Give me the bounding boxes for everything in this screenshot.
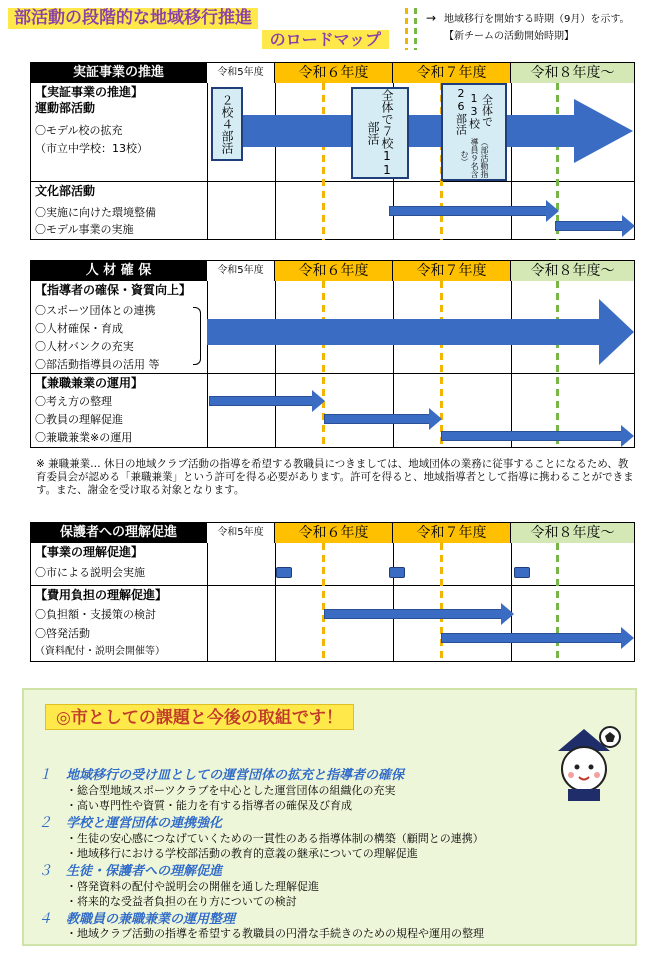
year-r8: 令和８年度～ bbox=[511, 523, 634, 543]
list-item: 〇モデル事業の実施 bbox=[35, 223, 134, 236]
column-divider bbox=[275, 543, 276, 662]
issue-number: ３ bbox=[38, 863, 52, 879]
mascot-eye-right bbox=[589, 765, 594, 770]
group-title: 【事業の理解促進】 bbox=[35, 545, 144, 559]
briefing-marker-r6 bbox=[276, 567, 292, 578]
group-title: 文化部活動 bbox=[35, 184, 96, 198]
section-title: 人 材 確 保 bbox=[31, 261, 207, 281]
culture-env-arrow bbox=[389, 200, 559, 222]
teacher-understanding-arrow bbox=[324, 408, 442, 430]
section-header-row bbox=[31, 261, 634, 281]
list-item: 〇人材バンクの充実 bbox=[35, 340, 134, 353]
column-divider bbox=[207, 543, 208, 662]
mascot-eye-left bbox=[575, 765, 580, 770]
group-title: 【費用負担の理解促進】 bbox=[35, 588, 168, 602]
issue-bullet: ・啓発資料の配付や説明会の開催を通した理解促進 bbox=[66, 880, 319, 893]
section-title: 保護者への理解促進 bbox=[31, 523, 207, 543]
list-item: 〇考え方の整理 bbox=[35, 395, 112, 408]
roadmap-title bbox=[8, 8, 393, 48]
model-box-r5: ２校４部活 bbox=[211, 87, 243, 161]
year-r8: 令和８年度～ bbox=[511, 63, 634, 83]
legend-yellow-dash bbox=[405, 8, 408, 50]
section-demonstration bbox=[30, 62, 635, 240]
issue-number: １ bbox=[38, 767, 52, 783]
legend-line-1: 地域移行を開始する時期（9月）を示す。 bbox=[444, 14, 630, 25]
year-r7: 令和７年度 bbox=[393, 63, 511, 83]
group-title: 【実証事業の推進】 bbox=[35, 85, 144, 99]
mascot-illustration bbox=[544, 725, 624, 809]
note-text: ※ 兼職兼業… 休日の地域クラブ活動の指導を希望する教職員につきましては、地域団体の業務に従事することになるため、教育委員会が認める「兼職兼業」という許可を得る必要があります。許可を得ると、地域指導者として指導に携わることができます。また、謝金を受け取る対象となります。 bbox=[36, 458, 634, 496]
model-box-r7-label: 全体で13校26部活 bbox=[454, 86, 494, 135]
issue-heading: 地域移行の受け皿としての運営団体の拡充と指導者の確保 bbox=[66, 768, 405, 783]
title-line-2: のロードマップ bbox=[262, 30, 389, 49]
issue-number: ４ bbox=[38, 911, 52, 927]
mascot-cheek-left bbox=[568, 772, 574, 778]
dual-employment-arrow bbox=[441, 425, 634, 447]
list-item: 〇市による説明会実施 bbox=[35, 566, 145, 579]
list-item: 〇人材確保・育成 bbox=[35, 322, 123, 335]
section-human-resources bbox=[30, 260, 635, 448]
model-box-r7 bbox=[441, 83, 507, 181]
list-item: 〇スポーツ団体との連携 bbox=[35, 304, 156, 317]
group-title: 【兼職兼業の運用】 bbox=[35, 376, 144, 390]
briefing-marker-r8 bbox=[514, 567, 530, 578]
year-r5: 令和5年度 bbox=[207, 63, 275, 83]
list-item: 〇実施に向けた環境整備 bbox=[35, 206, 156, 219]
list-item: 〇教員の理解促進 bbox=[35, 413, 123, 426]
issue-bullet: ・将来的な受益者負担の在り方についての検討 bbox=[66, 895, 297, 908]
column-divider bbox=[207, 83, 208, 240]
row-divider bbox=[31, 585, 634, 586]
year-r7: 令和７年度 bbox=[393, 523, 511, 543]
mascot-body bbox=[568, 789, 600, 801]
legend-line-2: 【新チームの活動開始時期】 bbox=[444, 31, 574, 42]
issue-heading: 教職員の兼職兼業の運用整理 bbox=[66, 912, 236, 927]
policy-arrow bbox=[209, 390, 325, 412]
mascot-cheek-right bbox=[594, 772, 600, 778]
briefing-marker-r7 bbox=[389, 567, 405, 578]
list-item: 〇啓発活動 bbox=[35, 627, 90, 640]
row-divider bbox=[31, 181, 634, 182]
legend-arrow-icon: → bbox=[426, 11, 437, 25]
group-title: 【指導者の確保・資質向上】 bbox=[35, 283, 192, 297]
legend-green-dash bbox=[414, 8, 417, 50]
group-bracket bbox=[193, 307, 201, 365]
mascot-face bbox=[562, 747, 606, 791]
issues-title: ◎市としての課題と今後の取組です！ bbox=[45, 704, 354, 730]
year-r5: 令和5年度 bbox=[207, 261, 275, 281]
year-r6: 令和６年度 bbox=[275, 63, 393, 83]
list-item: 〇部活動指導員の活用 等 bbox=[35, 358, 160, 371]
issue-bullet: ・生徒の安心感につなげていくための一貫性のある指導体制の構築（顧問との連携） bbox=[66, 832, 484, 845]
year-r5: 令和5年度 bbox=[207, 523, 275, 543]
year-r6: 令和６年度 bbox=[275, 523, 393, 543]
awareness-arrow bbox=[441, 627, 634, 649]
section-parent-understanding bbox=[30, 522, 635, 662]
instructor-arrow bbox=[207, 299, 634, 365]
list-item: 〇モデル校の拡充 bbox=[35, 124, 123, 137]
issue-heading: 学校と運営団体の連携強化 bbox=[66, 816, 223, 831]
culture-model-arrow bbox=[555, 215, 635, 237]
list-item: 〇兼職兼業※の運用 bbox=[35, 431, 133, 444]
model-box-r7-note: （部活動指導員９名含む） bbox=[460, 137, 489, 178]
model-box-r6: 全体で７校11部活 bbox=[351, 87, 409, 179]
issue-bullet: ・総合型地域スポーツクラブを中心とした運営団体の組織化の充実 bbox=[66, 784, 396, 797]
issue-bullet: ・地域クラブ活動の指導を希望する教職員の円滑な手続きのための規程や運用の整理 bbox=[66, 927, 484, 940]
issue-number: ２ bbox=[38, 815, 52, 831]
issues-panel bbox=[22, 688, 637, 946]
sports-expansion-arrow bbox=[219, 85, 633, 177]
issue-heading: 生徒・保護者への理解促進 bbox=[66, 864, 223, 879]
burden-review-arrow bbox=[324, 603, 514, 625]
section-title: 実証事業の推進 bbox=[31, 63, 207, 83]
year-r7: 令和７年度 bbox=[393, 261, 511, 281]
year-r6: 令和６年度 bbox=[275, 261, 393, 281]
issue-bullet: ・高い専門性や資質・能力を有する指導者の確保及び育成 bbox=[66, 799, 352, 812]
legend-dashed-lines bbox=[405, 8, 419, 50]
section-header-row bbox=[31, 63, 634, 83]
title-line-1: 部活動の段階的な地域移行推進 bbox=[8, 8, 258, 29]
list-item: （市立中学校：13校） bbox=[35, 142, 148, 155]
section-header-row bbox=[31, 523, 634, 543]
issue-bullet: ・地域移行における学校部活動の教育的意義の継承についての理解促進 bbox=[66, 847, 418, 860]
year-r8: 令和８年度～ bbox=[511, 261, 634, 281]
row-divider bbox=[31, 373, 634, 374]
list-item: （資料配付・説明会開催等） bbox=[35, 646, 165, 657]
group-subtitle: 運動部活動 bbox=[35, 101, 96, 115]
list-item: 〇負担額・支援策の検討 bbox=[35, 608, 156, 621]
legend-text bbox=[444, 11, 630, 45]
